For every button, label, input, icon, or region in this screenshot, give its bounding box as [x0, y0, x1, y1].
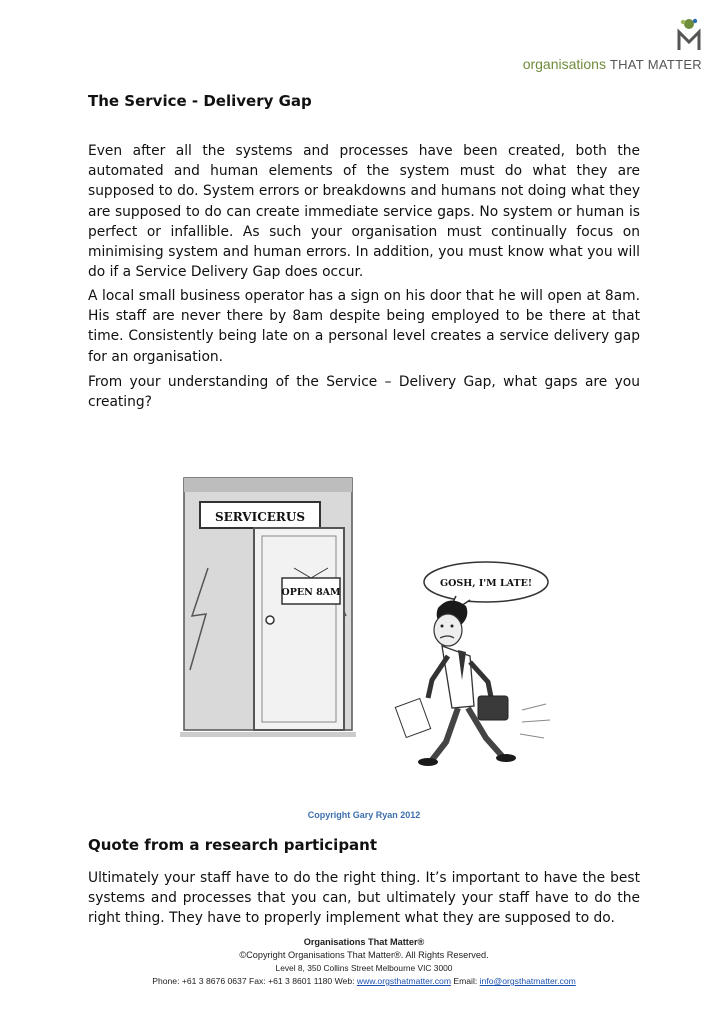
footer-contact-line: [0, 975, 728, 988]
briefcase: [478, 696, 508, 720]
image-credit: Copyright Gary Ryan 2012: [307, 810, 421, 820]
page-title: The Service - Delivery Gap: [88, 92, 312, 110]
footer-email-label: Email:: [450, 976, 480, 986]
quote-title: Quote from a research participant: [88, 836, 378, 854]
footer-email-link[interactable]: info@orgsthatmatter.com: [479, 976, 576, 986]
shop-sign-text: SERVICERUS: [214, 510, 306, 524]
sidewalk: [180, 732, 356, 737]
body-paragraph-1: Even after all the systems and processes have been created, both the automated and human elements of the system must do what they are supposed to do. System errors or breakdowns and humans not doing what they are supposed to do can create immediate service gaps. No system or human is perfect or infallible. As such your organisation must continually focus on minimising system and human errors. In addition, you must know what you will do if a Service Delivery Gap does occur.: [88, 143, 640, 281]
shop-door: [254, 528, 344, 730]
logo-word-that-matter: THAT MATTER: [609, 57, 702, 72]
footer-org-name: Organisations That Matter®: [303, 937, 425, 947]
body-paragraph-3: From your understanding of the Service – Delivery Gap, what gaps are you creating?: [88, 374, 640, 411]
shop-roof: [184, 478, 352, 492]
dropped-paper: [395, 699, 430, 738]
footer-website-link[interactable]: www.orgsthatmatter.com: [356, 976, 451, 986]
page-footer: [0, 936, 728, 988]
late-man-figure: [395, 600, 516, 766]
logo-word-organisations: organisations: [522, 56, 606, 72]
late-employee-cartoon: [170, 470, 560, 800]
footer-copyright: ©Copyright Organisations That Matter®. All Rights Reserved.: [239, 950, 489, 960]
body-paragraph-2: A local small business operator has a sign on his door that he will open at 8am. His staff are never there by 8am despite being employed to be there at that time. Consistently being late on a personal level creates a service delivery gap for an organisation.: [88, 288, 640, 365]
open-8am-sign-text: OPEN 8AM: [281, 587, 341, 598]
quote-paragraph: Ultimately your staff have to do the right thing. It’s important to have the best systems and processes that you can, but ultimately your staff have to do the right thing. They have to properly implement what they are supposed to do.: [88, 870, 640, 927]
footer-address: Level 8, 350 Collins Street Melbourne VIC 3000: [275, 963, 453, 973]
logo-wordmark: [523, 56, 702, 72]
speech-bubble-text: GOSH, I'M LATE!: [439, 578, 533, 589]
organisations-that-matter-logo-icon: [676, 18, 702, 52]
door-knob: [266, 616, 274, 624]
company-logo: [504, 18, 704, 78]
footer-phone-fax: Phone: +61 3 8676 0637 Fax: +61 3 8601 1180 Web:: [152, 976, 357, 986]
